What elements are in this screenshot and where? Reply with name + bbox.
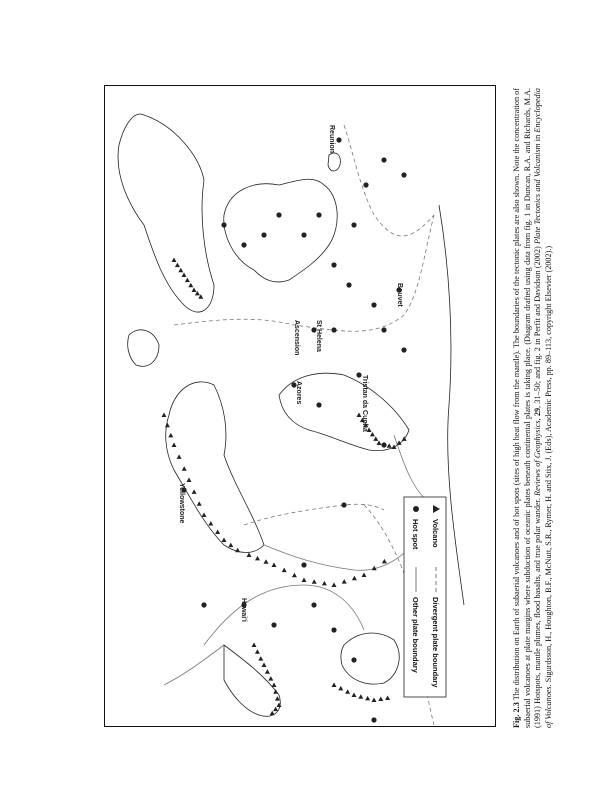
world-map	[104, 85, 496, 727]
hotspot-dot	[261, 232, 266, 237]
hotspot-dot	[336, 137, 341, 142]
hotspot-dot	[341, 502, 346, 507]
caption-text-3: , 31–50; and fig. 2 in Perfit and Davidson (2002)	[533, 244, 543, 408]
hotspot-dot	[351, 657, 356, 662]
hotspot-dot	[331, 262, 336, 267]
legend-volcano: Volcano	[431, 519, 440, 548]
hotspot-dot	[381, 327, 386, 332]
legend-hotspot-symbol	[413, 506, 419, 512]
legend-other: Other plate boundary	[411, 597, 420, 673]
figure-number: Fig. 2.3	[512, 702, 521, 728]
hotspot-dot	[276, 212, 281, 217]
label-azores: Azores	[295, 381, 302, 405]
label-bouvet: Bouvet	[396, 283, 403, 307]
caption-text-4: in	[533, 132, 543, 144]
hotspot-dot	[221, 222, 226, 227]
caption-text-2: ,	[533, 416, 543, 421]
caption-encyclopedia: Encyclopedia of Volcanoes	[533, 88, 553, 728]
hotspot-dot	[316, 402, 321, 407]
hotspot-dot	[371, 302, 376, 307]
label-tristan: Tristan da Cunha	[361, 375, 368, 432]
hotspot-dot	[371, 717, 376, 722]
hotspot-dot	[346, 282, 351, 287]
hotspot-dot	[351, 222, 356, 227]
label-hawaii: Hawai'i	[240, 598, 247, 622]
world-map-figure	[104, 85, 496, 727]
hotspot-dot	[316, 212, 321, 217]
caption-text-1: The distribution on Earth of subaerial volcanoes and of hot spots (sites of high heat flow from the mantle). The boundaries of the tectonic plates are also shown. Note the concentration of subaerial volcanoes at plate margins where subduction of oceanic plates beneath continental plates is taking place. (Diagram drafted using data from fig. 1 in Duncan, R.A. and Richards, M.A. (1991) Hotspots, mantle plumes, flood basalts, and true polar wander.	[512, 88, 543, 728]
hotspot-dot	[301, 562, 306, 567]
hotspot-dot	[381, 157, 386, 162]
hotspot-dot	[271, 622, 276, 627]
hotspot-dot	[401, 347, 406, 352]
hotspot-dot	[401, 172, 406, 177]
hotspot-dot	[311, 602, 316, 607]
caption-volume: 29	[533, 407, 543, 417]
hotspot-dot	[201, 602, 206, 607]
label-ascension: Ascension	[293, 320, 300, 356]
hotspot-dot	[331, 627, 336, 632]
hotspot-dot	[356, 372, 361, 377]
caption-text-5: . Sigurdsson, H., Houghton, B.F., McNutt, S.R., Rymer, H. and Stix, J. (Eds), Academic Press, pp. 89–113, copyright Elsevier (2002).)	[543, 245, 553, 687]
label-yellowstone: Yellowstone	[178, 483, 185, 524]
hotspot-dot	[331, 327, 336, 332]
caption-book-title: Plate Tectonics and Volcanism	[533, 143, 543, 245]
legend	[404, 497, 446, 697]
legend-divergent: Divergent plate boundary	[431, 597, 440, 688]
hotspot-dot	[241, 242, 246, 247]
legend-hot-spot: Hot spot	[411, 519, 420, 550]
label-reunion: Reunion	[328, 125, 335, 153]
hotspot-dot	[301, 232, 306, 237]
label-st-helena: St Helena	[315, 320, 322, 352]
hotspot-dot	[381, 442, 386, 447]
hotspot-dot	[363, 182, 368, 187]
caption-journal: Reviews of Geophysics	[533, 420, 543, 496]
figure-caption	[512, 88, 576, 728]
